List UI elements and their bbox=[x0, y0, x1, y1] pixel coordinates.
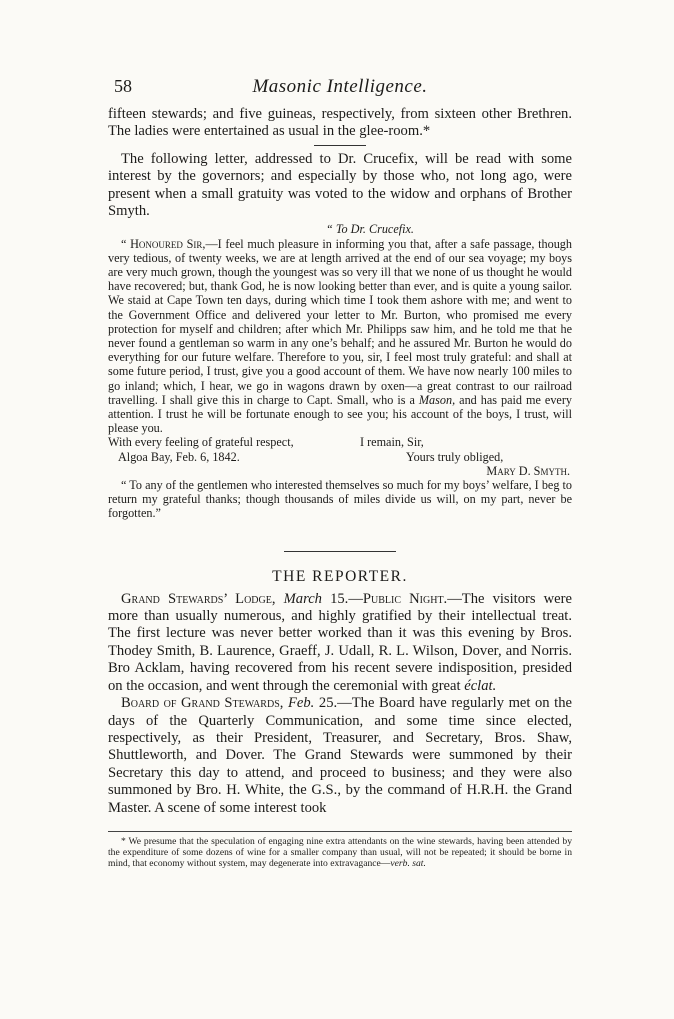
letter-yours: Yours truly obliged, bbox=[406, 449, 504, 464]
letter-signature: Mary D. Smyth. bbox=[486, 463, 570, 478]
letter-postscript: “ To any of the gentlemen who interested themselves so much for my boys’ welfare, I beg to return my grateful thanks; though thousands of miles divide us will, on my part, never be forgotten.” bbox=[108, 478, 572, 521]
letter-body: “ Honoured Sir,—I feel much pleasure in informing you that, after a safe passage, though very tedious, of twenty weeks, we are at length arrived at the end of our sea voyage; my boys are very much grown, though the youngest was so very ill that we none of us thought he would have recovered; but, thank God, he is now looking better than ever, and is quite a young sailor. We staid at Cape Town ten days, during which time I took them ashore with me; and went to the Government Office and delivered your letter to Mr. Burton, who promised me every protection for myself and children; after which Mr. Philipps saw him, and he told me that he never found a gentleman so warm in any one’s behalf; and he assured Mr. Burton he would do everything for our future welfare. Therefore to you, sir, I feel most truly grateful: and shall at some future period, I trust, give you a good account of them. We have now nearly 100 miles to go inland; which, I hear, we go in wagons drawn by oxen—a great contrast to our railroad travelling. I shall give this in charge to Capt. Small, who is a Mason, and has paid me every attention. I trust he will be fortunate enough to see you; his account of the boys, I trust, will please you. bbox=[108, 236, 572, 436]
p2-date: Feb. bbox=[287, 695, 315, 712]
footnote-rule bbox=[108, 831, 572, 832]
letter-mason-word: Mason, bbox=[418, 392, 456, 407]
footnote-tail: verb. sat. bbox=[390, 857, 426, 869]
p1-date: March bbox=[283, 590, 322, 607]
divider-section bbox=[284, 551, 396, 552]
page-number: 58 bbox=[114, 76, 132, 96]
closing-right: I remain, Sir, bbox=[360, 435, 424, 450]
letter-salutation: “ To Dr. Crucefix. bbox=[326, 222, 414, 237]
letter-place-date: Algoa Bay, Feb. 6, 1842. bbox=[118, 449, 240, 464]
letter-address: Honoured Sir, bbox=[130, 236, 206, 251]
p2-heading: Board of Grand Stewards, bbox=[121, 695, 284, 712]
running-head bbox=[108, 76, 572, 106]
reporter-paragraph-2: Board of Grand Stewards, Feb. 25.—The Board have regularly met on the days of the Quarterly Communication, and some time since elected, respectively, as their President, Treasurer, and Secretary, Bros. Shaw, Shuttleworth, and Dover. The Grand Stewards were summoned by their Secretary this day to attend, and proceed to business; and they were also summoned by Bro. H. White, the G.S., by the command of H.R.H. the Grand Master. A scene of some interest took bbox=[108, 695, 572, 816]
letter-signature-row bbox=[108, 464, 572, 478]
letter-closing bbox=[108, 435, 572, 449]
p1-eclat: éclat. bbox=[464, 677, 497, 694]
intro-paragraph: fifteen stewards; and five guineas, respectively, from sixteen other Brethren. The ladies were entertained as usual in the glee-room.* bbox=[108, 106, 572, 140]
divider-short bbox=[314, 145, 366, 146]
letter-place-date-row bbox=[108, 450, 572, 464]
closing-left: With every feeling of grateful respect, bbox=[108, 435, 294, 450]
letter bbox=[108, 222, 572, 520]
footnote: * We presume that the speculation of engaging nine extra attendants on the wine stewards, having been attended by the expenditure of some dozens of wine for a smaller company than usual, will not be repeated; it should be borne in mind, that economy without system, may degenerate into extravagance—verb. sat. bbox=[108, 835, 572, 869]
letter-intro: The following letter, addressed to Dr. Crucefix, will be read with some interest by the governors; and especially by those who, not long ago, were present when a small gratuity was voted to the widow and orphans of Brother Smyth. bbox=[108, 150, 572, 220]
section-title: THE REPORTER. bbox=[272, 567, 408, 585]
p1-heading-2: Public Night. bbox=[362, 590, 448, 607]
p1-heading: Grand Stewards’ Lodge, bbox=[121, 590, 276, 607]
reporter-paragraph-1: Grand Stewards’ Lodge, March 15.—Public Night.—The visitors were more than usually numerous, and highly gratified by their intellectual treat. The first lecture was never better worked than it was this evening by Bros. Thodey Smith, B. Laurence, Graeff, J. Udall, R. L. Wilson, Dover, and Norris. Bro Acklam, having recovered from his recent severe indisposition, presided on the occasion, and went through the ceremonial with great éclat. bbox=[108, 590, 572, 694]
running-title: Masonic Intelligence. bbox=[252, 76, 428, 97]
page bbox=[108, 76, 572, 869]
